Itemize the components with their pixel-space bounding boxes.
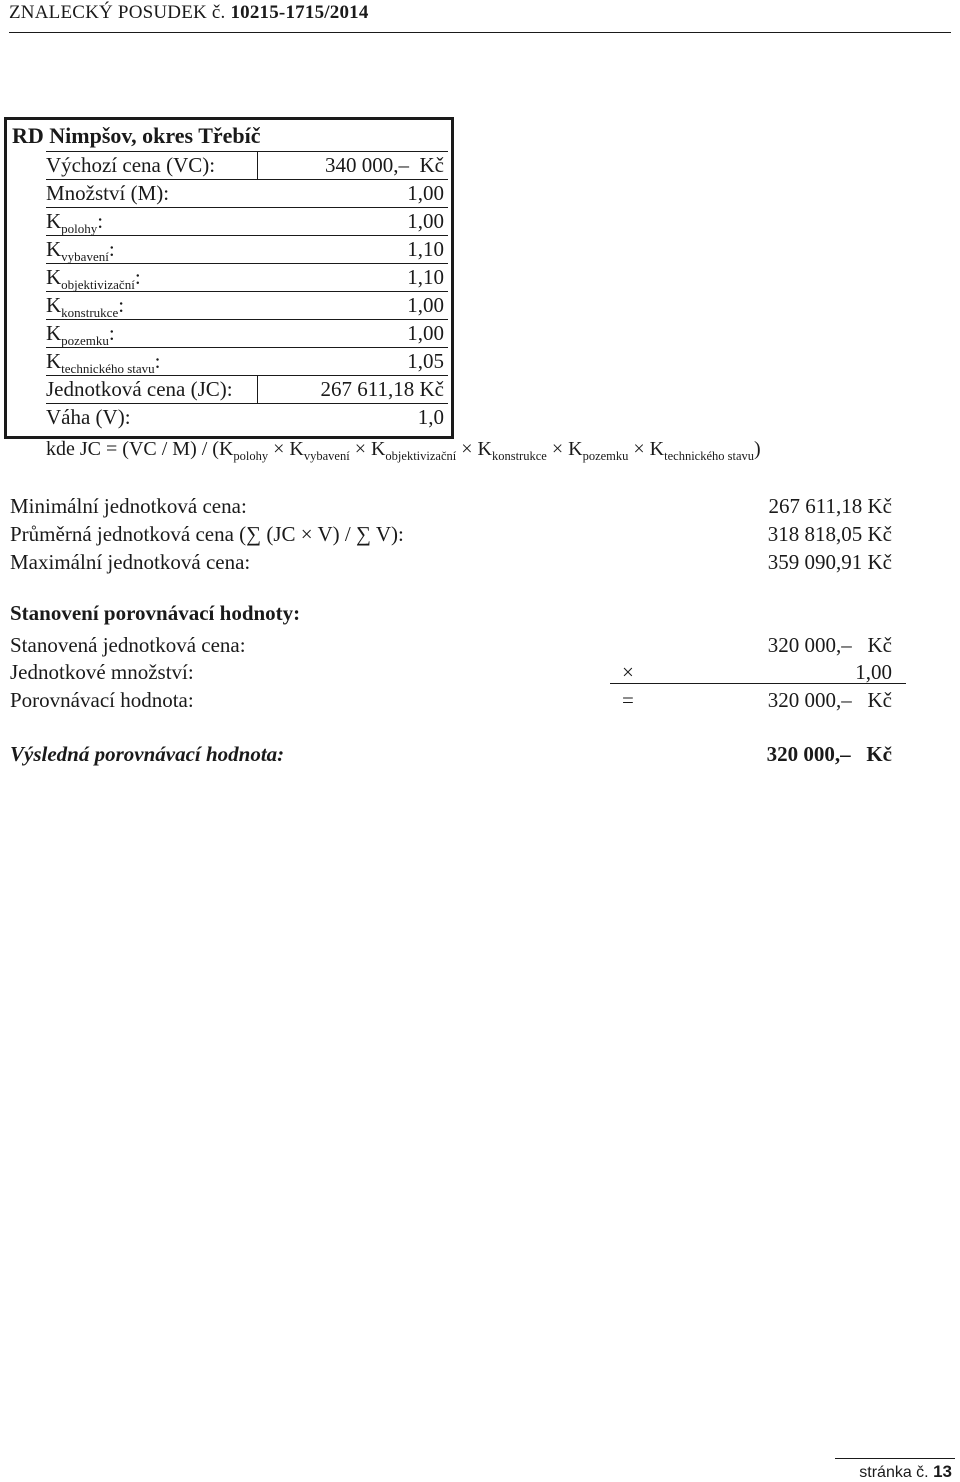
row-divider [46, 403, 448, 404]
page-label: stránka č. [859, 1464, 929, 1481]
column-divider [257, 151, 258, 179]
row-label-m: Množství (M): [46, 181, 170, 205]
unit-price-value: 320 000,– Kč [767, 633, 892, 657]
row-label-jc: Jednotková cena (JC): [46, 377, 233, 401]
comparative-value: 320 000,– Kč [767, 688, 892, 712]
row-divider [46, 235, 448, 236]
row-label-k-pozemku: $K_{pozemku}$: [46, 321, 115, 348]
row-divider [46, 179, 448, 180]
header-title: ZNALECKÝ POSUDEK č. [9, 2, 226, 23]
document-header [9, 2, 369, 24]
row-value-vc: 340 000,– Kč [325, 153, 444, 177]
page-number: 13 [933, 1462, 952, 1481]
result-label: Výsledná porovnávací hodnota: [10, 742, 285, 766]
min-price-value: 267 611,18 Kč [768, 494, 892, 518]
row-value-v: 1,0 [417, 405, 444, 429]
comparative-label: Porovnávací hodnota: [10, 688, 194, 712]
sum-rule [610, 683, 906, 684]
quantity-label: Jednotkové množství: [10, 660, 194, 684]
footer-rule [835, 1458, 955, 1459]
row-value-jc: 267 611,18 Kč [320, 377, 444, 401]
row-label-k-objektivizacni: $K_{objektivizační}$: [46, 265, 141, 292]
equals-operator: = [622, 688, 634, 712]
row-label-k-vybaveni: $K_{vybavení}$: [46, 237, 115, 264]
row-divider [46, 151, 448, 152]
row-label-vc: Výchozí cena (VC): [46, 153, 216, 177]
formula-line: kde JC = $(VC / M) / (K_{polohy} \times K_{vybavení} \times K_{objektivizační} \times K_{konstrukce} \times K_{pozemku} \times K_{technického stavu})$ [46, 438, 761, 463]
column-divider [257, 375, 258, 403]
row-value-k-konstrukce: 1,00 [407, 293, 444, 317]
page-footer [859, 1462, 952, 1482]
min-price-label: Minimální jednotková cena: [10, 494, 247, 518]
row-label-v: Váha (V): [46, 405, 131, 429]
result-value: 320 000,– Kč [766, 742, 892, 766]
max-price-value: 359 090,91 Kč [767, 550, 892, 574]
row-divider [46, 207, 448, 208]
row-value-k-vybaveni: 1,10 [407, 237, 444, 261]
header-number: 10215-1715/2014 [230, 2, 369, 23]
determination-heading: Stanovení porovnávací hodnoty: [10, 601, 301, 625]
avg-price-value: 318 818,05 Kč [767, 522, 892, 546]
max-price-label: Maximální jednotková cena: [10, 550, 251, 574]
header-rule [9, 32, 951, 33]
avg-price-label: Průměrná jednotková cena (∑ (JC × V) / ∑ V): [10, 522, 404, 546]
unit-price-label: Stanovená jednotková cena: [10, 633, 246, 657]
row-value-k-technickeho-stavu: 1,05 [407, 349, 444, 373]
box-title: RD Nimpšov, okres Třebíč [12, 123, 261, 148]
row-value-k-pozemku: 1,00 [407, 321, 444, 345]
row-value-m: 1,00 [407, 181, 444, 205]
row-value-k-polohy: 1,00 [407, 209, 444, 233]
row-value-k-objektivizacni: 1,10 [407, 265, 444, 289]
row-label-k-konstrukce: $K_{konstrukce}$: [46, 293, 125, 320]
row-label-k-technickeho-stavu: $K_{technického stavu}$: [46, 349, 161, 376]
row-label-k-polohy: $K_{polohy}$: [46, 209, 104, 236]
multiply-operator: × [622, 660, 634, 684]
quantity-value: 1,00 [855, 660, 892, 684]
